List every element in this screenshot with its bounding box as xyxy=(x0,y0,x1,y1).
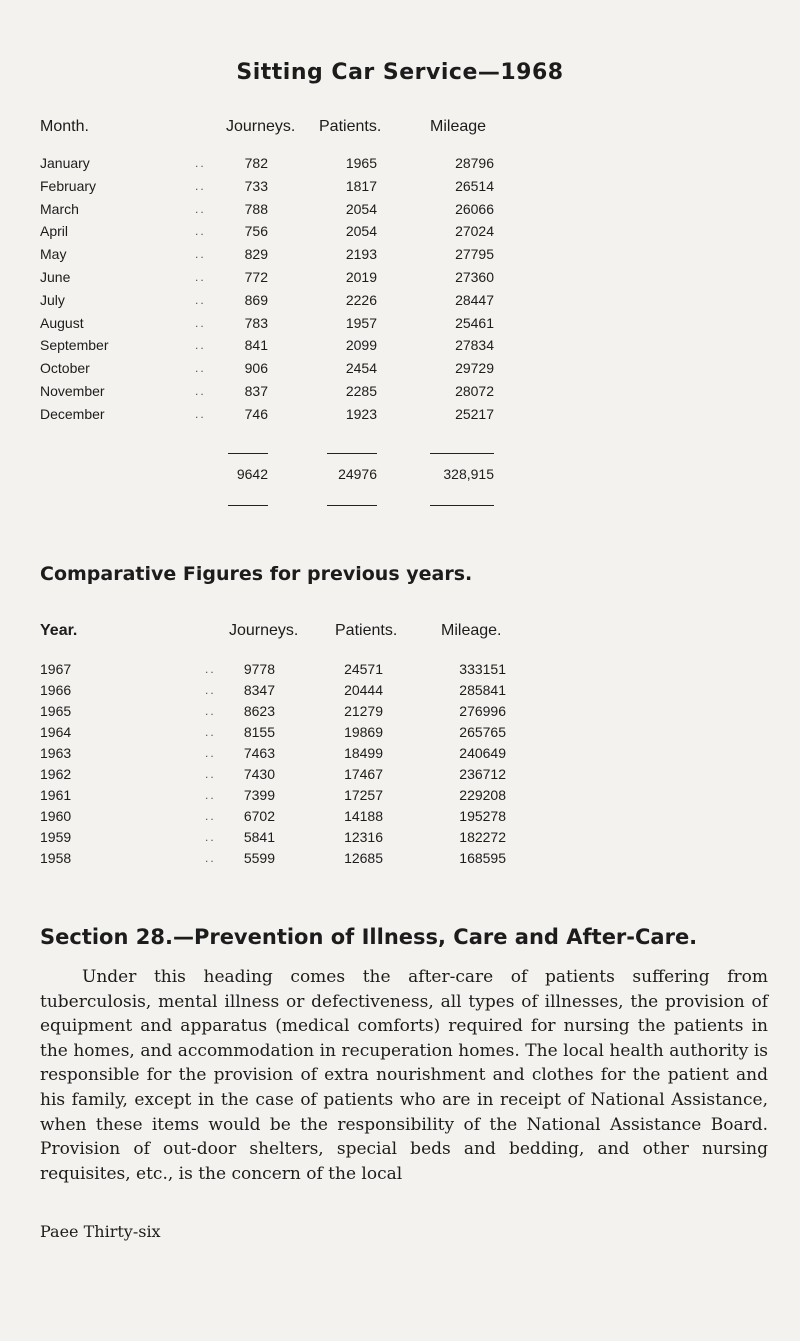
year-journeys: 7399 xyxy=(243,787,275,803)
month-name: February xyxy=(40,177,97,194)
year-patients: 18499 xyxy=(344,745,383,761)
total-rule-journeys xyxy=(228,505,268,506)
month-mileage: 25217 xyxy=(455,405,494,422)
month-patients: 2193 xyxy=(345,246,377,263)
month-patients: 2285 xyxy=(345,383,377,399)
year: 1964 xyxy=(40,724,72,740)
header-patients-comp: Patients. xyxy=(335,622,398,639)
comparative-heading: Comparative Figures for previous years. xyxy=(40,563,473,585)
subtotal-rule-patients xyxy=(327,453,377,454)
month-patients: 2019 xyxy=(345,269,377,285)
year-patients: 21279 xyxy=(344,703,383,719)
year-mileage: 236712 xyxy=(459,766,506,782)
year-patients: 14188 xyxy=(344,808,383,824)
year-journeys: 6702 xyxy=(243,808,275,824)
leader-dots: .. xyxy=(205,809,216,823)
leader-dots: .. xyxy=(205,788,216,802)
leader-dots: .. xyxy=(195,178,206,193)
total-rule-patients xyxy=(327,505,377,506)
year-mileage: 276996 xyxy=(459,703,506,719)
month-mileage: 28072 xyxy=(455,383,494,399)
section-heading: Section 28.—Prevention of Illness, Care and After-Care. xyxy=(40,925,698,949)
leader-dots: .. xyxy=(195,361,206,376)
year: 1966 xyxy=(40,682,72,698)
header-journeys-comp: Journeys. xyxy=(229,622,299,639)
leader-dots: .. xyxy=(205,830,216,844)
subtotal-rule-mileage xyxy=(430,453,494,454)
page-footer: Paee Thirty-six xyxy=(40,1222,161,1241)
year-journeys: 5599 xyxy=(243,850,275,866)
month-journeys: 869 xyxy=(244,291,268,308)
total-patients: 24976 xyxy=(338,466,377,482)
total-mileage: 328,915 xyxy=(443,466,494,482)
header-mileage: Mileage xyxy=(430,118,487,135)
month-name: January xyxy=(40,155,90,171)
year: 1958 xyxy=(40,850,72,866)
year-journeys: 7463 xyxy=(243,745,275,761)
month-mileage: 28447 xyxy=(455,291,494,308)
leader-dots: .. xyxy=(205,662,216,676)
month-patients: 1957 xyxy=(345,314,377,331)
year-patients: 20444 xyxy=(344,682,383,698)
month-mileage: 29729 xyxy=(455,360,494,377)
section-body: Under this heading comes the after-care of patients suffering from tuberculosis, mental illness or defectiveness, all types of illnesses, the provision of equipment and apparatus (medical comforts) required for nursing the patients in the homes, and accommodation in recuperation homes. The local health authority is responsible for the provision of extra nourishment and clothes for the patient and his family, except in the case of patients who are in receipt of National Assistance, when these items would be the responsibility of the National Assistance Board. Provision of out-door shelters, special beds and bedding, and other nursing requisites, etc., is the concern of the local xyxy=(40,967,768,1184)
month-mileage: 27024 xyxy=(455,223,494,240)
year-mileage: 182272 xyxy=(459,829,506,845)
month-name: September xyxy=(40,337,109,354)
month-journeys: 829 xyxy=(244,246,268,263)
month-name: June xyxy=(40,269,71,285)
year-patients: 17257 xyxy=(344,787,383,803)
leader-dots: .. xyxy=(195,406,206,421)
month-mileage: 27360 xyxy=(455,269,494,285)
year: 1967 xyxy=(40,661,72,677)
year-journeys: 8347 xyxy=(243,682,275,698)
month-patients: 1817 xyxy=(345,177,377,194)
leader-dots: .. xyxy=(205,746,216,760)
month-name: May xyxy=(40,246,67,263)
year-mileage: 265765 xyxy=(459,724,506,740)
month-journeys: 756 xyxy=(244,223,268,240)
month-name: April xyxy=(40,223,69,240)
year: 1965 xyxy=(40,703,72,719)
header-mileage-comp: Mileage. xyxy=(441,622,502,639)
month-patients: 2226 xyxy=(345,291,377,308)
month-name: October xyxy=(40,360,90,377)
month-name: December xyxy=(40,405,105,422)
year-patients: 12316 xyxy=(344,829,383,845)
month-mileage: 28796 xyxy=(455,155,494,171)
month-patients: 1923 xyxy=(345,405,377,422)
year: 1960 xyxy=(40,808,72,824)
subtotal-rule-journeys xyxy=(228,453,268,454)
leader-dots: .. xyxy=(195,270,206,284)
year: 1962 xyxy=(40,766,72,782)
month-name: July xyxy=(40,291,65,308)
month-name: November xyxy=(40,383,105,399)
leader-dots: .. xyxy=(205,704,216,718)
month-mileage: 25461 xyxy=(455,314,494,331)
header-journeys: Journeys. xyxy=(226,118,296,135)
year: 1961 xyxy=(40,787,72,803)
header-year: Year. xyxy=(40,622,78,639)
year-mileage: 285841 xyxy=(459,682,506,698)
leader-dots: .. xyxy=(195,338,206,353)
month-mileage: 27834 xyxy=(455,337,494,354)
year: 1963 xyxy=(40,745,72,761)
month-journeys: 837 xyxy=(244,383,268,399)
year-journeys: 9778 xyxy=(243,661,275,677)
leader-dots: .. xyxy=(195,315,206,330)
month-journeys: 788 xyxy=(244,200,268,217)
month-patients: 2054 xyxy=(345,223,377,240)
year-patients: 17467 xyxy=(344,766,383,782)
year-patients: 24571 xyxy=(344,661,383,677)
month-journeys: 772 xyxy=(244,269,268,285)
year-mileage: 168595 xyxy=(459,850,506,866)
year-mileage: 195278 xyxy=(459,808,506,824)
header-patients: Patients. xyxy=(319,118,382,135)
leader-dots: .. xyxy=(195,384,206,398)
month-name: August xyxy=(40,314,84,331)
month-patients: 1965 xyxy=(345,155,377,171)
header-month: Month. xyxy=(40,118,89,135)
month-patients: 2099 xyxy=(345,337,377,354)
year-journeys: 8623 xyxy=(243,703,275,719)
year: 1959 xyxy=(40,829,72,845)
month-patients: 2054 xyxy=(345,200,377,217)
year-mileage: 333151 xyxy=(459,661,506,677)
month-journeys: 783 xyxy=(244,314,268,331)
leader-dots: .. xyxy=(205,767,216,781)
leader-dots: .. xyxy=(195,292,206,307)
leader-dots: .. xyxy=(195,247,206,262)
month-journeys: 841 xyxy=(244,337,268,354)
year-journeys: 7430 xyxy=(243,766,275,782)
leader-dots: .. xyxy=(195,156,206,170)
month-journeys: 906 xyxy=(244,360,268,377)
leader-dots: .. xyxy=(205,725,216,739)
month-patients: 2454 xyxy=(345,360,377,377)
year-mileage: 229208 xyxy=(459,787,506,803)
leader-dots: .. xyxy=(205,683,216,697)
leader-dots: .. xyxy=(195,201,206,216)
month-mileage: 26514 xyxy=(455,177,494,194)
month-mileage: 27795 xyxy=(455,246,494,263)
year-mileage: 240649 xyxy=(459,745,506,761)
total-rule-mileage xyxy=(430,505,494,506)
month-journeys: 746 xyxy=(244,405,268,422)
page-title: Sitting Car Service—1968 xyxy=(236,60,564,85)
year-journeys: 8155 xyxy=(243,724,275,740)
month-journeys: 733 xyxy=(244,177,268,194)
month-mileage: 26066 xyxy=(455,200,494,217)
leader-dots: .. xyxy=(195,224,206,239)
month-name: March xyxy=(40,200,79,217)
year-patients: 19869 xyxy=(344,724,383,740)
year-journeys: 5841 xyxy=(243,829,275,845)
month-journeys: 782 xyxy=(244,155,268,171)
year-patients: 12685 xyxy=(344,850,383,866)
total-journeys: 9642 xyxy=(236,466,268,482)
leader-dots: .. xyxy=(205,851,216,865)
